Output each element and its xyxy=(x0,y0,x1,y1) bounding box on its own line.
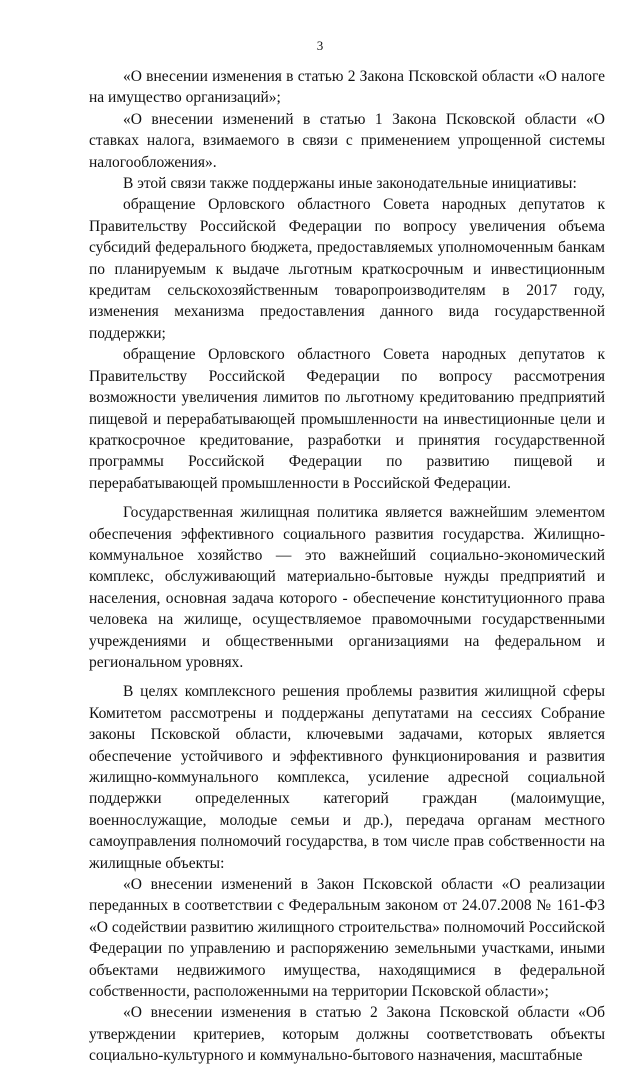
page-number: 3 xyxy=(316,38,324,53)
paragraph-law-criteria: «О внесении изменения в статью 2 Закона Псковской области «Об утверждении критериев, которым должны соответствовать объекты социально-культурного и коммунально-бытового назначения, масштабные xyxy=(89,1004,605,1065)
paragraph-law-housing-construction: «О внесении изменений в Закон Псковской области «О реализации переданных в соответствии с Федеральным законом от 24.07.2008 № 161-ФЗ «О содействии развитию жилищного строительства» полномочий Российской Федерации по управлению и распоряжению земельными участками, иными объектами недвижимого имущества, находящимися в федеральной собственности, расположенными на территории Псковской области»; xyxy=(89,876,605,1001)
paragraph-law-simplified-tax: «О внесении изменений в статью 1 Закона Псковской области «О ставках налога, взимаемого в связи с применением упрощенной системы налогообложения». xyxy=(89,110,605,171)
paragraph-orel-appeal-subsidies: обращение Орловского областного Совета народных депутатов к Правительству Российской Федерации по вопросу увеличения объема субсидий федерального бюджета, предоставляемых уполномоченным банкам по планируемым к выдаче льготным краткосрочным и инвестиционным кредитам сельскохозяйственным товаропроизводителям в 2017 году, изменения механизма предоставления данного вида государственной поддержки; xyxy=(89,196,605,342)
paragraph-housing-policy: Государственная жилищная политика является важнейшим элементом обеспечения эффективного социального развития государства. Жилищно-коммунальное хозяйство — это важнейший социально-экономический комплекс, обслуживающий материально-бытовые нужды предприятий и населения, основная задача которого - обеспечение конституционного права человека на жилище, осуществляемое правомочными государственными учреждениями и общественными организациями на федеральном и региональном уровнях. xyxy=(89,504,605,671)
paragraph-initiatives-intro: В этой связи также поддержаны иные законодательные инициативы: xyxy=(123,175,577,193)
paragraph-law-property-tax: «О внесении изменения в статью 2 Закона Псковской области «О налоге на имущество организаций»; xyxy=(89,68,605,107)
paragraph-housing-laws-intro: В целях комплексного решения проблемы развития жилищной сферы Комитетом рассмотрены и поддержаны депутатами на сессиях Собрание законы Псковской области, ключевыми задачами, которых является обеспечение устойчивого и эффективного функционирования и развития жилищно-коммунального комплекса, усиление адресной социальной поддержки определенных категорий граждан (малоимущие, военнослужащие, молодые семьи и др.), передача органам местного самоуправления полномочий государства, в том числе прав собственности на жилищные объекты: xyxy=(89,683,605,872)
paragraph-orel-appeal-limits: обращение Орловского областного Совета народных депутатов к Правительству Российской Федерации по вопросу рассмотрения возможности увеличения лимитов по льготному кредитованию предприятий пищевой и перерабатывающей промышленности на инвестиционные цели и краткосрочное кредитование, разработки и принятия государственной программы Российской Федерации по развитию пищевой и перерабатывающей промышленности в Российской Федерации. xyxy=(89,346,605,492)
document-body xyxy=(89,66,605,1067)
